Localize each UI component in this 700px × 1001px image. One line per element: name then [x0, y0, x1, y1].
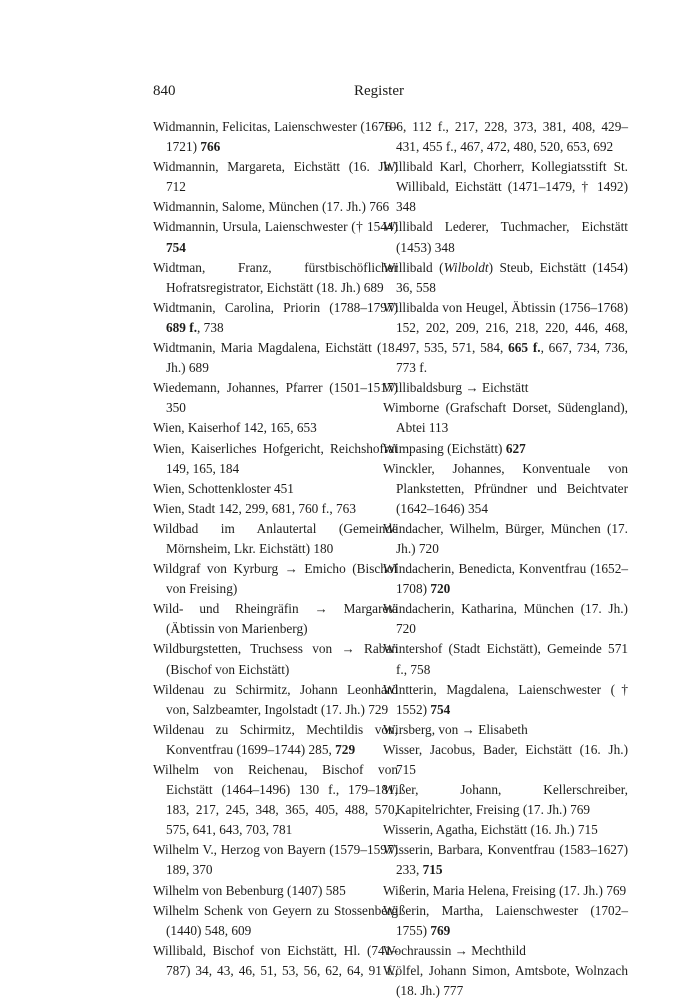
index-entry: Wild- und Rheingräfin → Margareta (Äbtissin von Marienberg) [153, 601, 398, 637]
index-entry: Wirsberg, von → Elisabeth [383, 721, 528, 737]
index-entry: Wilhelm Schenk von Geyern zu Stossenberg (1440) 548, 609 [153, 902, 398, 938]
index-entry: Wißerin, Maria Helena, Freising (17. Jh.) 769 [383, 882, 627, 898]
index-entry: Wochraussin → Mechthild [383, 942, 526, 958]
index-entry: Widmannin, Ursula, Laienschwester († 1544) 754 [153, 219, 398, 255]
index-entry: Widmannin, Margareta, Eichstätt (16. Jh.) 712 [153, 159, 398, 195]
index-entry: Wißerin, Martha, Laienschwester (1702–1755) 769 [383, 902, 628, 938]
index-entry: Winckler, Johannes, Konventuale von Plankstetten, Pfründner und Beichtvater (1642–1646) 354 [383, 460, 628, 516]
index-entry: Widtmanin, Carolina, Priorin (1788–1797) 689 f., 738 [153, 299, 398, 335]
index-entry: Wien, Stadt 142, 299, 681, 760 f., 763 [153, 500, 356, 516]
index-entry: Wien, Kaiserliches Hofgericht, Reichshofrat 149, 165, 184 [153, 440, 398, 476]
index-entry: Wildenau zu Schirmitz, Johann Leonhard von, Salzbeamter, Ingolstadt (17. Jh.) 729 [153, 681, 398, 717]
index-entry: Willibalda von Heugel, Äbtissin (1756–1768) 152, 202, 209, 216, 218, 220, 446, 468, 497, 535, 571, 584, 665 f., 667, 734, 736, 773 f. [383, 299, 629, 376]
index-entry: Wißer, Johann, Kellerschreiber, Kapitelrichter, Freising (17. Jh.) 769 [383, 782, 628, 818]
index-entry: Wisserin, Barbara, Konventfrau (1583–1627) 233, 715 [383, 842, 628, 878]
index-entry: Wisserin, Agatha, Eichstätt (16. Jh.) 715 [383, 822, 598, 838]
index-entry: Widmannin, Felicitas, Laienschwester (1676–1721) 766 [153, 119, 398, 155]
index-entry: Wimborne (Grafschaft Dorset, Südengland), Abtei 113 [383, 400, 628, 436]
index-entry: Wisser, Jacobus, Bader, Eichstätt (16. Jh.) 715 [383, 741, 628, 777]
index-entry: Wimpasing (Eichstätt) 627 [383, 440, 526, 456]
index-entry: Willibald Lederer, Tuchmacher, Eichstätt (1453) 348 [383, 219, 628, 255]
index-entry: Widtmanin, Maria Magdalena, Eichstätt (18. Jh.) 689 [153, 340, 398, 376]
index-entry: Wilhelm von Bebenburg (1407) 585 [153, 882, 346, 898]
index-entry: Windacherin, Katharina, München (17. Jh.) 720 [383, 601, 628, 637]
page-number: 840 [153, 83, 176, 99]
index-entry: Wildenau zu Schirmitz, Mechtildis von, Konventfrau (1699–1744) 285, 729 [153, 721, 398, 757]
index-entry: Willibald Karl, Chorherr, Kollegiatsstift St. Willibald, Eichstätt (1471–1479, † 1492) 348 [383, 159, 628, 215]
index-entry: Wien, Schottenkloster 451 [153, 480, 294, 496]
index-column-left [153, 117, 398, 981]
index-entry: Widtman, Franz, fürstbischöflicher Hofratsregistrator, Eichstätt (18. Jh.) 689 [153, 259, 398, 295]
index-entry: Willibald (Wilboldt) Steub, Eichstätt (1454) 36, 558 [383, 259, 628, 295]
index-entry: Widmannin, Salome, München (17. Jh.) 766 [153, 199, 390, 215]
index-entry: Wildburgstetten, Truchsess von → Raban (Bischof von Eichstätt) [153, 641, 398, 677]
index-entry: Willibaldsburg → Eichstätt [383, 380, 529, 396]
index-entry: Wintterin, Magdalena, Laienschwester († 1552) 754 [383, 681, 628, 717]
index-entry: Wildgraf von Kyrburg → Emicho (Bischof von Freising) [153, 561, 398, 597]
index-entry: Windacherin, Benedicta, Konventfrau (1652–1708) 720 [383, 561, 628, 597]
index-entry: Wölfel, Johann Simon, Amtsbote, Wolnzach (18. Jh.) 777 [383, 962, 628, 999]
index-entry: Wilhelm V., Herzog von Bayern (1579–1597) 189, 370 [153, 842, 398, 878]
index-entry: Wintershof (Stadt Eichstätt), Gemeinde 571 f., 758 [383, 641, 628, 677]
index-entry: 106, 112 f., 217, 228, 373, 381, 408, 429–431, 455 f., 467, 472, 480, 520, 653, 692 [383, 119, 628, 155]
running-head: Register [354, 83, 404, 99]
index-entry: Wilhelm von Reichenau, Bischof von Eichstätt (1464–1496) 130 f., 179–181, 183, 217, 245, 348, 365, 405, 488, 570, 575, 641, 643, 703, 781 [153, 762, 398, 838]
index-entry: Windacher, Wilhelm, Bürger, München (17. Jh.) 720 [383, 520, 628, 556]
index-entry: Willibald, Bischof von Eichstätt, Hl. (741–787) 34, 43, 46, 51, 53, 56, 62, 64, 91 f., [153, 942, 398, 978]
index-entry: Wiedemann, Johannes, Pfarrer (1501–1517) 350 [153, 380, 398, 416]
index-entry: Wien, Kaiserhof 142, 165, 653 [153, 420, 317, 436]
index-column-right [383, 117, 628, 1001]
index-entry: Wildbad im Anlautertal (Gemeinde Mörnsheim, Lkr. Eichstätt) 180 [153, 520, 398, 556]
